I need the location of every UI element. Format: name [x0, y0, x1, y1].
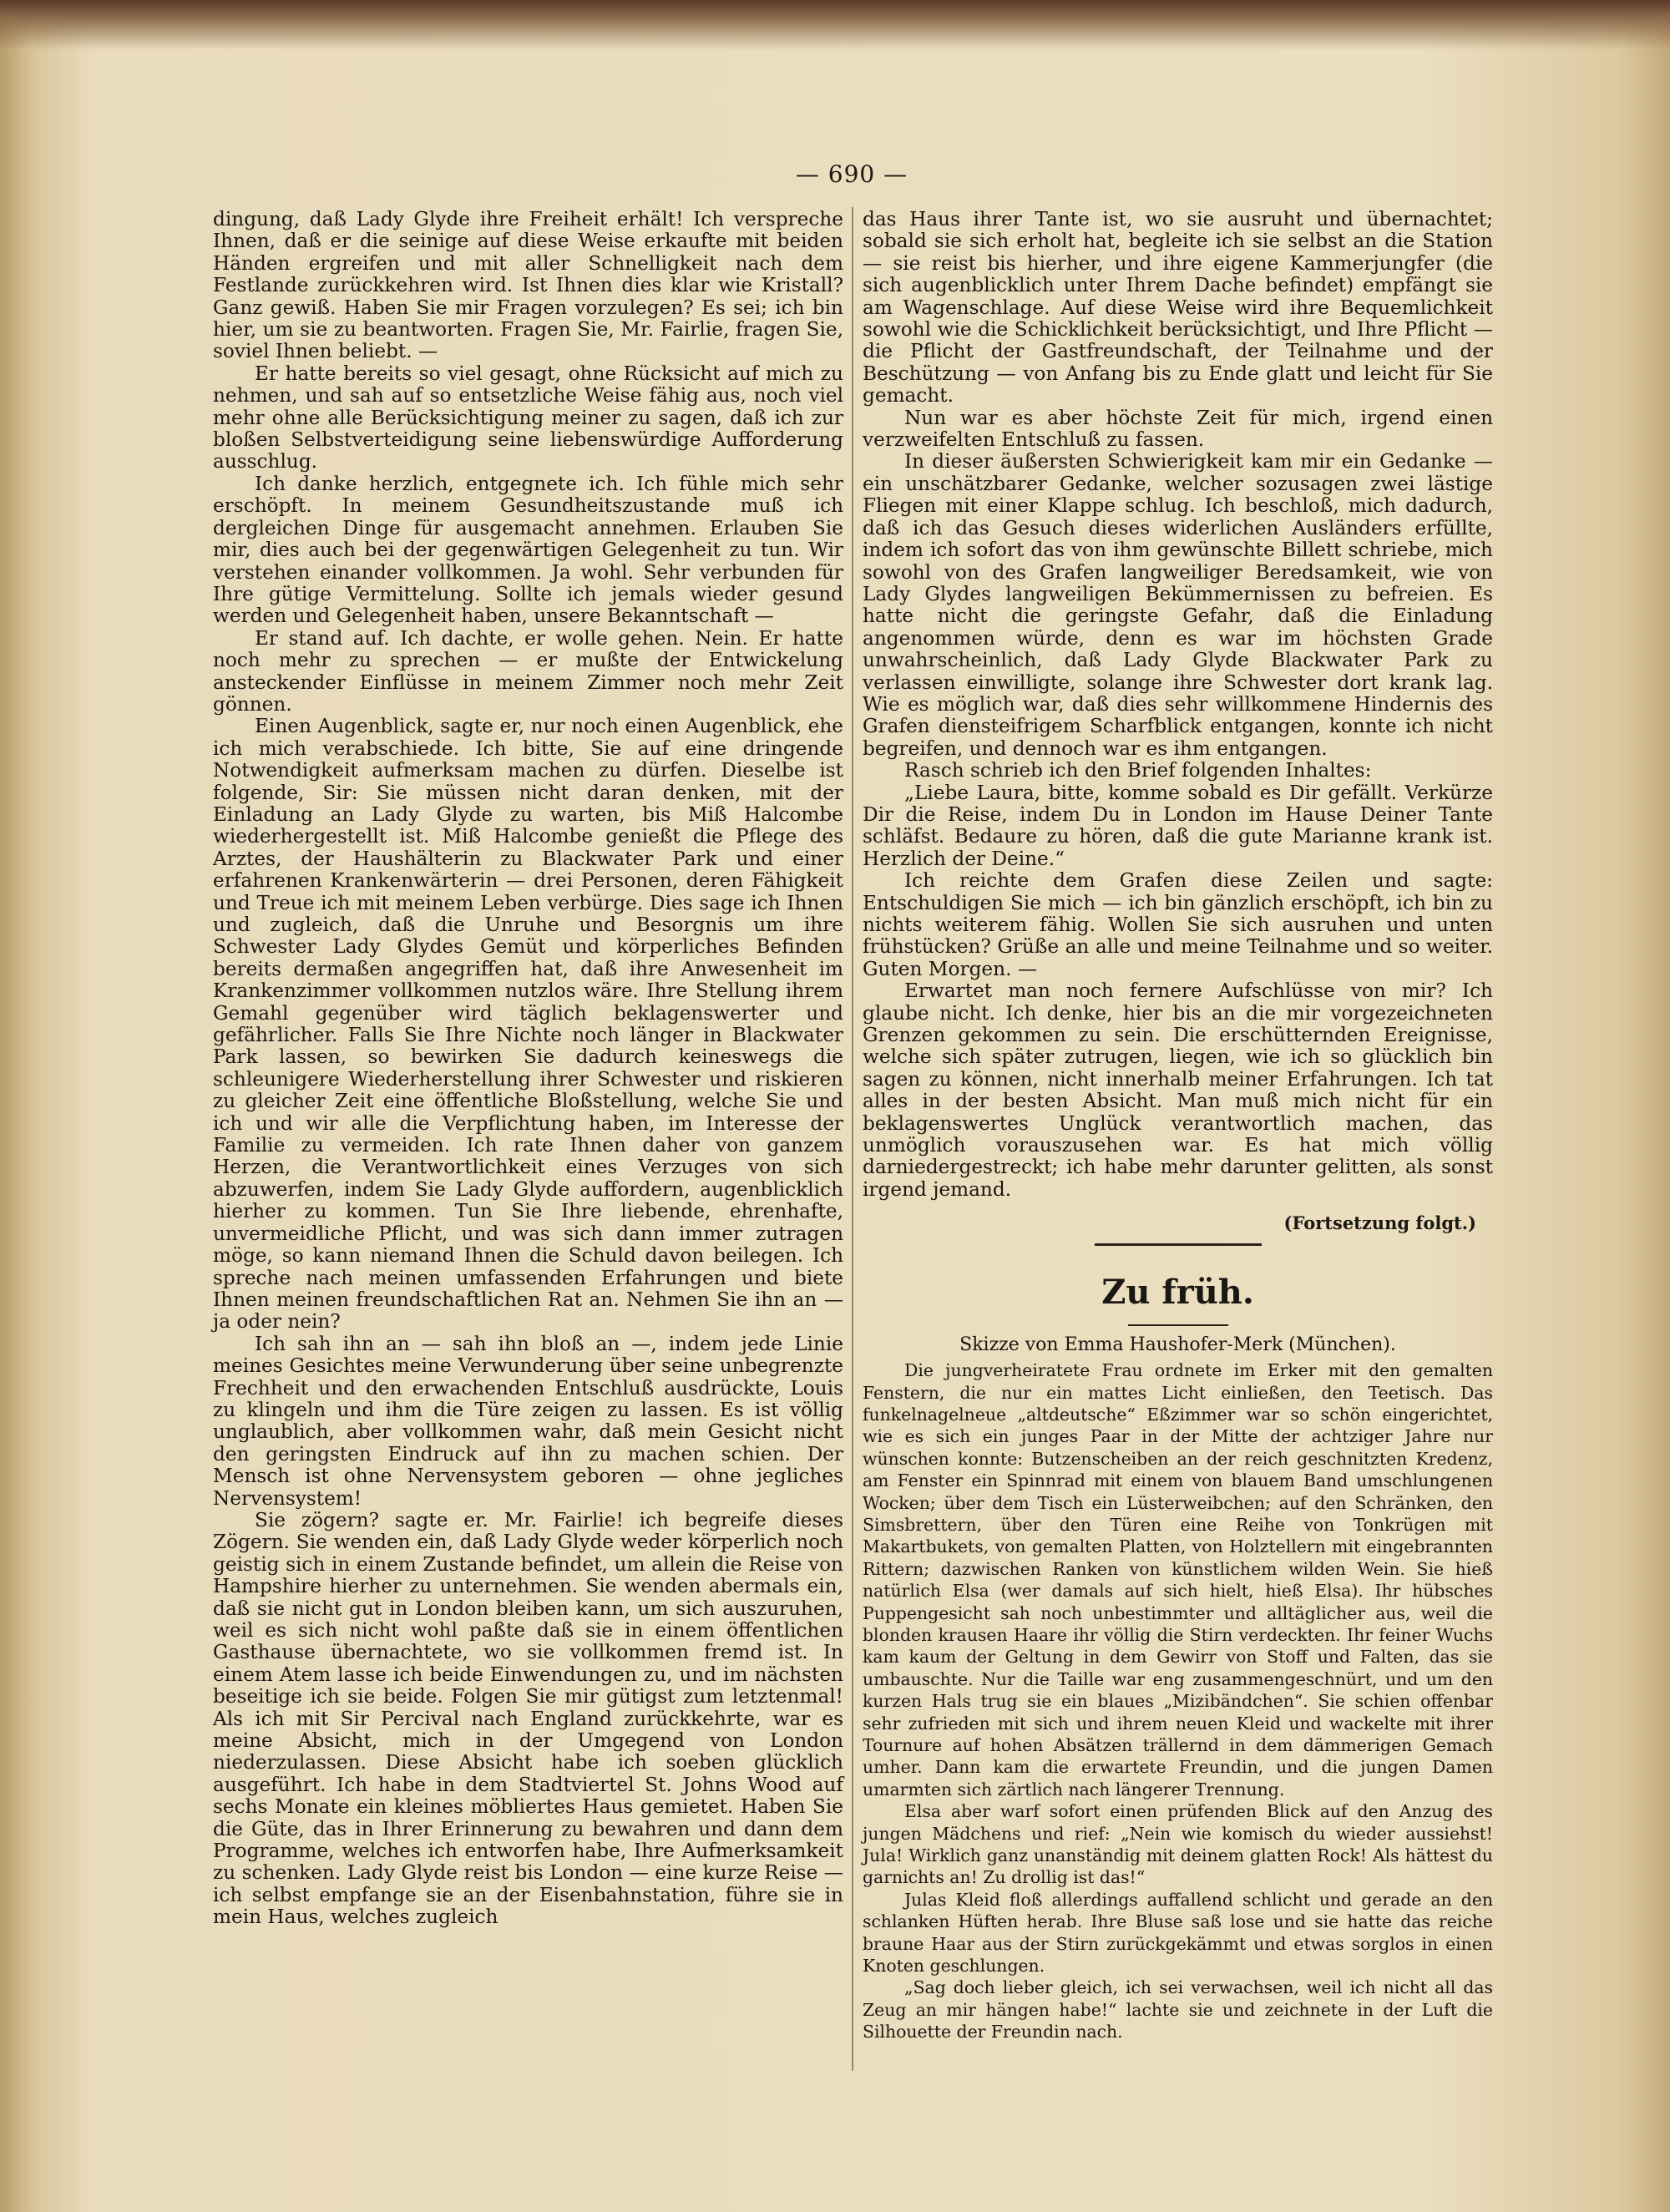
paragraph: „Liebe Laura, bitte, komme sobald es Dir gefällt. Verkürze Dir die Reise, indem Du in London im Hause Deiner Tante schläfst. Bedaure zu hören, daß die gute Marianne krank ist. Herzlich der Deine.“ — [863, 781, 1493, 870]
paragraph: Ich danke herzlich, entgegnete ich. Ich fühle mich sehr erschöpft. In meinem Gesundheitszustande muß ich dergleichen Dinge für ausgemacht annehmen. Erlauben Sie mir, dies auch bei der gegenwärtigen Gelegenheit zu tun. Wir verstehen einander vollkommen. Ja wohl. Sehr verbunden für Ihre gütige Vermittelung. Sollte ich jemals wieder gesund werden und Gelegenheit haben, unsere Bekanntschaft — — [213, 472, 843, 628]
paragraph: Er hatte bereits so viel gesagt, ohne Rücksicht auf mich zu nehmen, und sah auf so entsetzliche Weise fähig aus, noch viel mehr ohne alle Berücksichtigung meiner zu sagen, daß ich zur bloßen Selbstverteidigung seine liebenswürdige Aufforderung ausschlug. — [213, 362, 843, 473]
page-number: — 690 — — [795, 160, 908, 188]
paragraph: Er stand auf. Ich dachte, er wolle gehen. Nein. Er hatte noch mehr zu sprechen — er mußte der Entwickelung ansteckender Einflüsse in meinem Zimmer noch mehr Zeit gönnen. — [213, 626, 843, 716]
section-rule — [1095, 1243, 1262, 1246]
paragraph: In dieser äußersten Schwierigkeit kam mir ein Gedanke — ein unschätzbarer Gedanke, welcher sozusagen zwei lästige Fliegen mit einer Klappe schlug. Ich beschloß, mich dadurch, daß ich das Gesuch dieses widerlichen Ausländers erfüllte, indem ich sofort das von ihm gewünschte Billett schriebe, mich sowohl von des Grafen langweiliger Beredsamkeit, wie von Lady Glydes langweiligen Bekümmernissen zu befreien. Es hatte nicht die geringste Gefahr, daß die Einladung angenommen würde, denn es war im höchsten Grade unwahrscheinlich, daß Lady Glyde Blackwater Park zu verlassen einwilligte, solange ihre Schwester dort krank lag. Wie es möglich war, daß dies sehr willkommene Hindernis des Grafen diensteifrigem Scharfblick entgangen, konnte ich nicht begreifen, und dennoch war es ihm entgangen. — [863, 450, 1493, 760]
continuation-note: (Fortsetzung folgt.) — [1283, 1212, 1476, 1234]
story-title: Zu früh. — [1101, 1272, 1254, 1312]
paragraph: „Sag doch lieber gleich, ich sei verwachsen, weil ich nicht all das Zeug an mir hängen habe!“ lachte sie und zeichnete in der Luft die Silhouette der Freundin nach. — [863, 1977, 1493, 2042]
paragraph: Nun war es aber höchste Zeit für mich, irgend einen verzweifelten Entschluß zu fassen. — [863, 406, 1493, 452]
paragraph: das Haus ihrer Tante ist, wo sie ausruht und übernachtet; sobald sie sich erholt hat, begleite ich sie selbst an die Station — sie reist bis hierher, und ihre eigene Kammerjungfer (die sich augenblicklich unter Ihrem Dache befindet) empfängt sie am Wagenschlage. Auf diese Weise wird ihre Bequemlichkeit sowohl wie die Schicklichkeit berücksichtigt, und Ihre Pflicht — die Pflicht der Gastfreundschaft, der Teilnahme und der Beschützung — von Anfang bis zu Ende glatt und leicht für Sie gemacht. — [863, 208, 1493, 407]
paragraph: Rasch schrieb ich den Brief folgenden Inhaltes: — [904, 759, 1372, 782]
column-divider — [852, 207, 853, 2071]
paragraph: Elsa aber warf sofort einen prüfenden Blick auf den Anzug des jungen Mädchens und rief: „Nein wie komisch du wieder aussiehst! Jula! Wirklich ganz unanständig mit deinem glatten Rock! Als hättest du garnichts an! Zu drollig ist das!“ — [863, 1801, 1493, 1888]
paragraph: Julas Kleid floß allerdings auffallend schlicht und gerade an den schlanken Hüften herab. Ihre Bluse saß lose und sie hatte das reiche braune Haar aus der Stirn zurückgekämmt und etwas sorglos in einen Knoten geschlungen. — [863, 1889, 1493, 1977]
right-column — [863, 209, 1493, 2071]
paragraph: dingung, daß Lady Glyde ihre Freiheit erhält! Ich verspreche Ihnen, daß er die seinige auf diese Weise erkaufte mit beiden Händen ergreifen und mit aller Schnelligkeit nach dem Festlande zurückkehren wird. Ist Ihnen dies klar wie Kristall? Ganz gewiß. Haben Sie mir Fragen vorzulegen? Es sei; ich bin hier, um sie zu beantworten. Fragen Sie, Mr. Fairlie, fragen Sie, soviel Ihnen beliebt. — — [213, 208, 843, 363]
paragraph: Einen Augenblick, sagte er, nur noch einen Augenblick, ehe ich mich verabschiede. Ich bitte, Sie auf eine dringende Notwendigkeit aufmerksam machen zu dürfen. Dieselbe ist folgende, Sir: Sie müssen nicht daran denken, mit der Einladung an Lady Glyde zu warten, bis Miß Halcombe wiederhergestellt ist. Miß Halcombe genießt die Pflege des Arztes, der Haushälterin zu Blackwater Park und einer erfahrenen Krankenwärterin — drei Personen, deren Fähigkeit und Treue ich mit meinem Leben verbürge. Dies sage ich Ihnen und zugleich, daß die Unruhe und Besorgnis um ihre Schwester Lady Glydes Gemüt und körperliches Befinden bereits dermaßen angegriffen hat, daß ihre Anwesenheit im Krankenzimmer vollkommen nutzlos wäre. Ihre Stellung ihrem Gemahl gegenüber wird täglich beklagenswerter und gefährlicher. Falls Sie Ihre Nichte noch länger in Blackwater Park lassen, so bewirken Sie dadurch keineswegs die schleunigere Wiederherstellung ihrer Schwester und riskieren zu gleicher Zeit eine öffentliche Bloßstellung, welche Sie und ich und wir alle die Verpflichtung haben, im Interesse der Familie zu vermeiden. Ich rate Ihnen daher von ganzem Herzen, die Verantwortlichkeit eines Verzuges von sich abzuwerfen, indem Sie Lady Glyde auffordern, augenblicklich hierher zu kommen. Tun Sie Ihre liebende, ehrenhafte, unvermeidliche Pflicht, und was sich dann immer zutragen möge, so kann niemand Ihnen die Schuld davon beilegen. Ich spreche nach meinen umfassenden Erfahrungen und biete Ihnen meinen freundschaftlichen Rat an. Nehmen Sie ihn an — ja oder nein? — [213, 715, 843, 1334]
left-column — [213, 209, 843, 2071]
paragraph: Sie zögern? sagte er. Mr. Fairlie! ich begreife dieses Zögern. Sie wenden ein, daß Lady Glyde weder körperlich noch geistig sich in einem Zustande befindet, um allein die Reise von Hampshire hierher zu unternehmen. Sie wenden abermals ein, daß sie nicht gut in London bleiben kann, um sich auszuruhen, weil es sich nicht wohl paßte daß sie in einem öffentlichen Gasthause übernachtete, wo sie vollkommen fremd ist. In einem Atem lasse ich beide Einwendungen zu, und im nächsten beseitige ich sie beide. Folgen Sie mir gütigst zum letztenmal! Als ich mit Sir Percival nach England zurückkehrte, war es meine Absicht, mich in der Umgegend von London niederzulassen. Diese Absicht habe ich soeben glücklich ausgeführt. Ich habe in dem Stadtviertel St. Johns Wood auf sechs Monate ein kleines möbliertes Haus gemietet. Haben Sie die Güte, das in Ihrer Erinnerung zu bewahren und dann dem Programme, welches ich entworfen habe, Ihre Aufmerksamkeit zu schenken. Lady Glyde reist bis London — eine kurze Reise — ich selbst empfange sie an der Eisenbahnstation, führe sie in mein Haus, welches zugleich — [213, 1508, 843, 1929]
title-rule — [1128, 1324, 1228, 1326]
paragraph: Erwartet man noch fernere Aufschlüsse von mir? Ich glaube nicht. Ich denke, hier bis an die mir vorgezeichneten Grenzen gekommen zu sein. Die erschütternden Ereignisse, welche sich später zutrugen, liegen, wie ich so glücklich bin sagen zu können, nicht innerhalb meiner Erfahrungen. Ich tat alles in der besten Absicht. Man muß mich nicht für ein beklagenswertes Unglück verantwortlich machen, das unmöglich vorauszusehen war. Es hat mich völlig darniedergestreckt; ich habe mehr darunter gelitten, als sonst irgend jemand. — [863, 979, 1493, 1201]
paragraph: Ich reichte dem Grafen diese Zeilen und sagte: Entschuldigen Sie mich — ich bin gänzlich erschöpft, ich bin zu nichts weiterem fähig. Wollen Sie sich ausruhen und unten frühstücken? Grüße an alle und meine Teilnahme und so weiter. Guten Morgen. — — [863, 869, 1493, 980]
paragraph: Ich sah ihn an — sah ihn bloß an —, indem jede Linie meines Gesichtes meine Verwunderung über seine unbegrenzte Frechheit und den erwachenden Entschluß ausdrückte, Louis zu klingeln und ihm die Türe zeigen zu lassen. Es ist völlig unglaublich, aber vollkommen wahr, daß mein Gesicht nicht den geringsten Eindruck auf ihn zu machen schien. Der Mensch ist ohne Nervensystem geboren — ohne jegliches Nervensystem! — [213, 1332, 843, 1510]
story-byline: Skizze von Emma Haushofer-Merk (München). — [959, 1334, 1396, 1355]
story-body — [863, 1359, 1493, 2043]
paragraph: Die jungverheiratete Frau ordnete im Erker mit den gemalten Fenstern, die nur ein mattes Licht einließen, den Teetisch. Das funkelnagelneue „altdeutsche“ Eßzimmer war so schön eingerichtet, wie es sich ein junges Paar in der Mitte der achtziger Jahre nur wünschen konnte: Butzenscheiben an der reich geschnitzten Kredenz, am Fenster ein Spinnrad mit einem von blauem Band umschlungenen Wocken; über dem Tisch ein Lüsterweibchen; auf den Schränken, den Simsbrettern, über den Türen eine Reihe von Tonkrügen mit Makartbukets, von gemalten Platten, von Holztellern mit eingebrannten Rittern; dazwischen Ranken von künstlichem wilden Wein. Sie hieß natürlich Elsa (wer damals auf sich hielt, hieß Elsa). Ihr hübsches Puppengesicht sah noch unbestimmter und alltäglicher aus, weil die blonden krausen Haare ihr völlig die Stirn verdeckten. Ihr feiner Wuchs kam kaum der Geltung in dem Gewirr von Stoff und Falten, das sie umbauschte. Nur die Taille war eng zusammengeschnürt, und um den kurzen Hals trug sie ein blaues „Mizibändchen“. Sie schien offenbar sehr zufrieden mit sich und ihrem neuen Kleid und wackelte mit ihrer Tournure auf hohen Absätzen trällernd in dem dämmerigen Gemach umher. Dann kam die erwartete Freundin, und die jungen Damen umarmten sich zärtlich nach längerer Trennung. — [863, 1360, 1493, 1799]
